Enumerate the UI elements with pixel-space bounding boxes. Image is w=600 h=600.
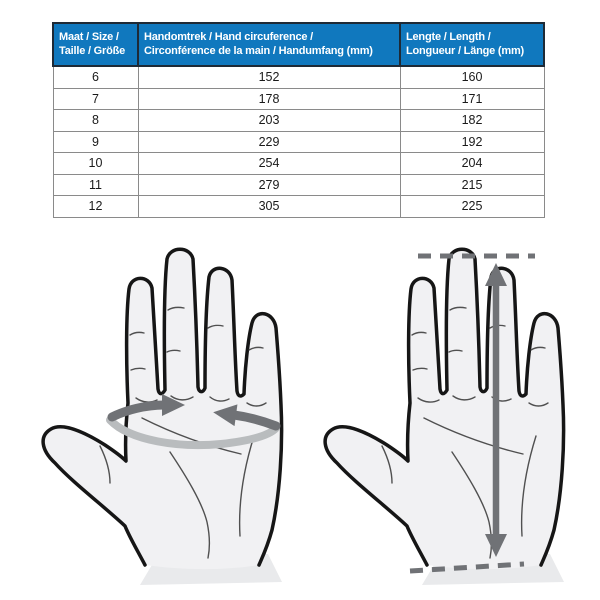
cell-size: 8 [53,110,138,132]
table-row [53,196,544,218]
cell-circumference: 305 [138,196,400,218]
table-row [53,66,544,88]
table-row [53,110,544,132]
hand-length-diagram [312,240,592,600]
size-table [52,22,545,218]
table-row [53,174,544,196]
cell-circumference: 254 [138,153,400,175]
table-row [53,153,544,175]
cell-length: 182 [400,110,544,132]
cell-length: 204 [400,153,544,175]
hand-circumference-diagram [30,240,310,600]
cell-length: 215 [400,174,544,196]
cell-size: 12 [53,196,138,218]
cell-size: 9 [53,131,138,153]
cell-size: 10 [53,153,138,175]
cell-circumference: 178 [138,88,400,110]
cell-size: 7 [53,88,138,110]
cell-length: 192 [400,131,544,153]
column-header-length: Lengte / Length / Longueur / Länge (mm) [400,23,544,66]
table-row [53,88,544,110]
cell-circumference: 279 [138,174,400,196]
column-header-circumference: Handomtrek / Hand circuference / Circonférence de la main / Handumfang (mm) [138,23,400,66]
cell-size: 11 [53,174,138,196]
cell-circumference: 229 [138,131,400,153]
header-row [53,23,544,66]
cell-circumference: 203 [138,110,400,132]
table-row [53,131,544,153]
cell-circumference: 152 [138,66,400,88]
cell-size: 6 [53,66,138,88]
cell-length: 160 [400,66,544,88]
column-header-size: Maat / Size / Taille / Größe [53,23,138,66]
cell-length: 171 [400,88,544,110]
cell-length: 225 [400,196,544,218]
